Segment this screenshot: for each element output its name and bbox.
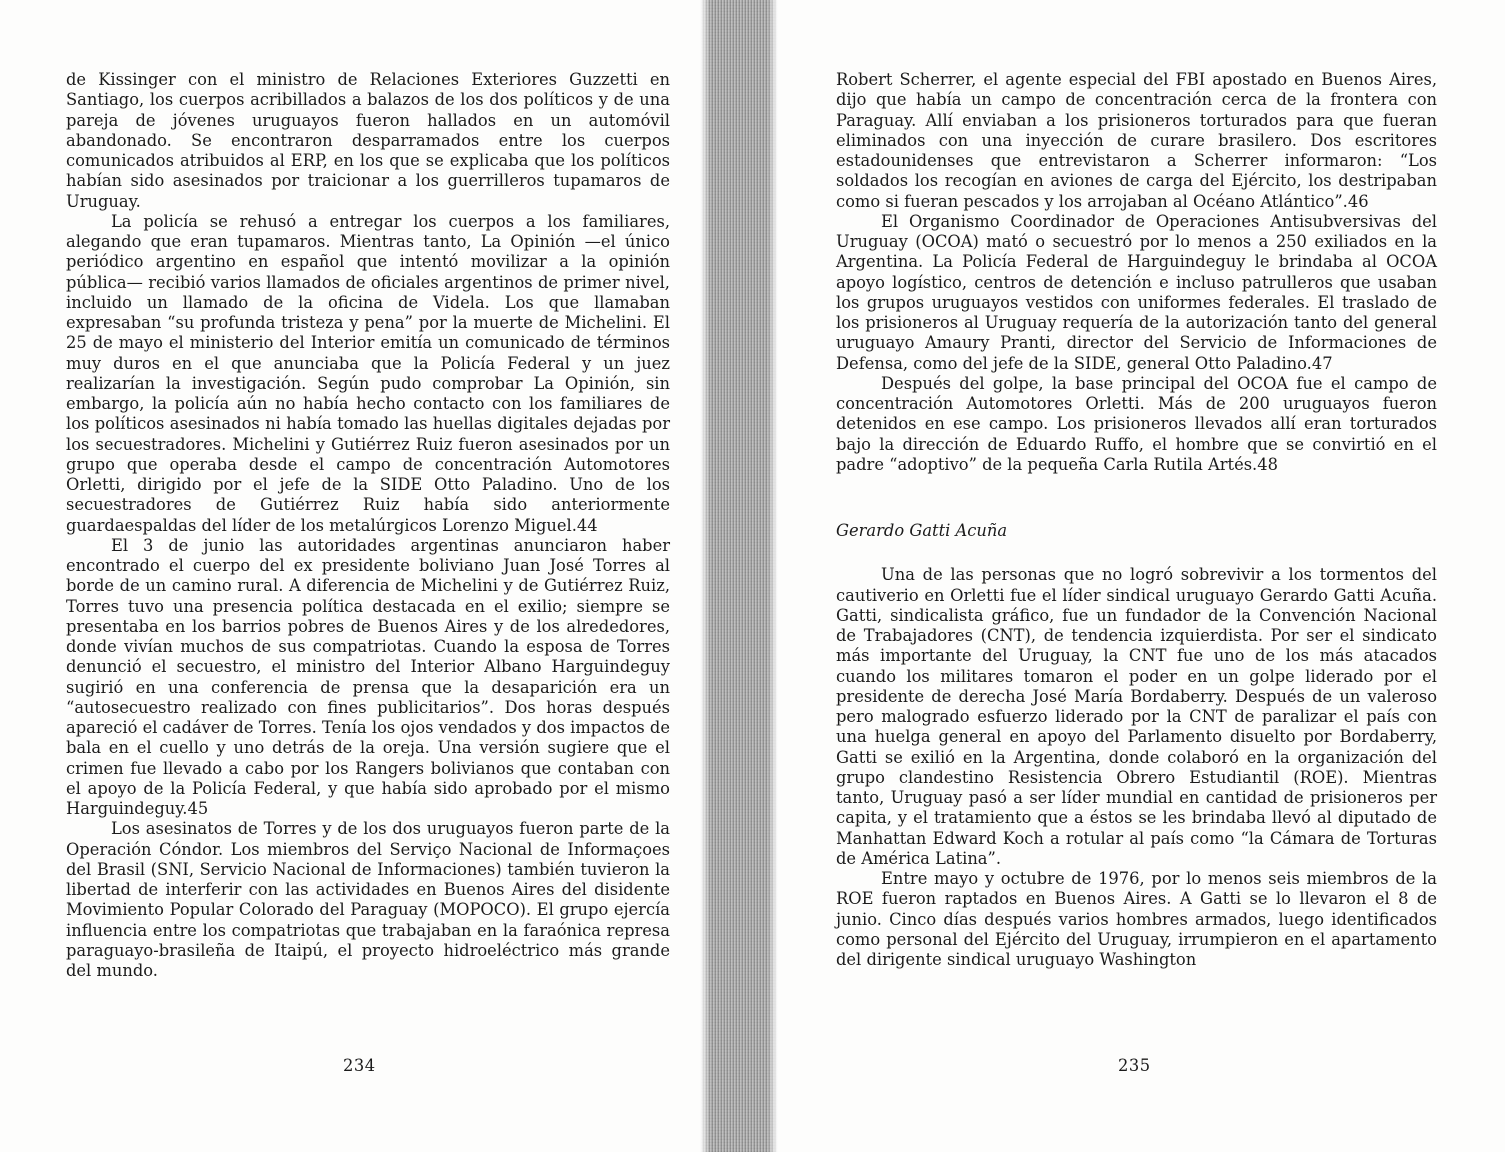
paragraph: El Organismo Coordinador de Operaciones Antisubversivas del Uruguay (OCOA) mató o secuestró por lo menos a 250 exiliados en la Argentina. La Policía Federal de Harguindeguy le brindaba al OCOA apoyo logístico, centros de detención e incluso patrulleros que usaban los grupos uruguayos vestidos con uniformes federales. El traslado de los prisioneros al Uruguay requería de la autorización tanto del general uruguayo Amaury Pranti, director del Servicio de Informaciones de Defensa, como del jefe de la SIDE, general Otto Paladino.47 — [836, 211, 1437, 373]
book-gutter — [700, 0, 778, 1152]
paragraph: La policía se rehusó a entregar los cuerpos a los familiares, alegando que eran tupamaros. Mientras tanto, La Opinión —el único periódico argentino en español que intentó movilizar a la opinión pública— recibió varios llamados de oficiales argentinos de primer nivel, incluido un llamado de la oficina de Videla. Los que llamaban expresaban “su profunda tristeza y pena” por la muerte de Michelini. El 25 de mayo el ministerio del Interior emitía un comunicado de términos muy duros en el que anunciaba que la Policía Federal y un juez realizarían la investigación. Según pudo comprobar La Opinión, sin embargo, la policía aún no había hecho contacto con los familiares de los políticos asesinados ni había tomado las huellas digitales dejadas por los secuestradores. Michelini y Gutiérrez Ruiz fueron asesinados por un grupo que operaba desde el campo de concentración Automotores Orletti, dirigido por el jefe de la SIDE Otto Paladino. Uno de los secuestradores de Gutiérrez Ruiz había sido anteriormente guardaespaldas del líder de los metalúrgicos Lorenzo Miguel.44 — [66, 211, 670, 535]
right-page — [836, 70, 1437, 970]
paragraph: Entre mayo y octubre de 1976, por lo menos seis miembros de la ROE fueron raptados en Buenos Aires. A Gatti se lo llevaron el 8 de junio. Cinco días después varios hombres armados, luego identificados como personal del Ejército del Uruguay, irrumpieron en el apartamento del dirigente sindical uruguayo Washington — [836, 869, 1437, 969]
paragraph: Una de las personas que no logró sobrevivir a los tormentos del cautiverio en Orletti fue el líder sindical uruguayo Gerardo Gatti Acuña. Gatti, sindicalista gráfico, fue un fundador de la Convención Nacional de Trabajadores (CNT), de tendencia izquierdista. Por ser el sindicato más importante del Uruguay, la CNT fue uno de los más atacados cuando los militares tomaron el poder en un golpe liderado por el presidente de derecha José María Bordaberry. Después de un valeroso pero malogrado esfuerzo liderado por la CNT de paralizar el país con una huelga general en apoyo del Parlamento disuelto por Bordaberry, Gatti se exilió en la Argentina, donde colaboró en la organización del grupo clandestino Resistencia Obrero Estudiantil (ROE). Mientras tanto, Uruguay pasó a ser líder mundial en cantidad de prisioneros per capita, y el tratamiento que a éstos se les brindaba llevó al diputado de Manhattan Edward Koch a rotular al país como “la Cámara de Torturas de América Latina”. — [836, 565, 1437, 868]
section-heading: Gerardo Gatti Acuña — [836, 521, 1008, 540]
paragraph: de Kissinger con el ministro de Relaciones Exteriores Guzzetti en Santiago, los cuerpos acribillados a balazos de los dos políticos y de una pareja de jóvenes uruguayos fueron hallados en un automóvil abandonado. Se encontraron desparramados entre los cuerpos comunicados atribuidos al ERP, en los que se explicaba que los políticos habían sido asesinados por traicionar a los guerrilleros tupamaros de Uruguay. — [66, 70, 670, 211]
paragraph: Robert Scherrer, el agente especial del FBI apostado en Buenos Aires, dijo que había un campo de concentración cerca de la frontera con Paraguay. Allí enviaban a los prisioneros torturados para que fueran eliminados con una inyección de curare brasilero. Dos escritores estadounidenses que entrevistaron a Scherrer informaron: “Los soldados los recogían en aviones de carga del Ejército, los destripaban como si fueran pescados y los arrojaban al Océano Atlántico”.46 — [836, 70, 1437, 211]
page-number-right: 235 — [1118, 1056, 1151, 1075]
paragraph: El 3 de junio las autoridades argentinas anunciaron haber encontrado el cuerpo del ex presidente boliviano Juan José Torres al borde de un camino rural. A diferencia de Michelini y de Gutiérrez Ruiz, Torres tuvo una presencia política destacada en el exilio; siempre se presentaba en los barrios pobres de Buenos Aires y de los alrededores, donde vivían muchos de sus compatriotas. Cuando la esposa de Torres denunció el secuestro, el ministro del Interior Albano Harguindeguy sugirió en una conferencia de prensa que la desaparición era un “autosecuestro realizado con fines publicitarios”. Dos horas después apareció el cadáver de Torres. Tenía los ojos vendados y dos impactos de bala en el cuello y uno detrás de la oreja. Una versión sugiere que el crimen fue llevado a cabo por los Rangers bolivianos que contaban con el apoyo de la Policía Federal, y que había sido aprobado por el mismo Harguindeguy.45 — [66, 535, 670, 818]
paragraph: Después del golpe, la base principal del OCOA fue el campo de concentración Automotores Orletti. Más de 200 uruguayos fueron detenidos en ese campo. Los prisioneros llevados allí eran torturados bajo la dirección de Eduardo Ruffo, el hombre que se convirtió en el padre “adoptivo” de la pequeña Carla Rutila Artés.48 — [836, 373, 1437, 474]
paragraph: Los asesinatos de Torres y de los dos uruguayos fueron parte de la Operación Cóndor. Los miembros del Serviço Nacional de Informaçoes del Brasil (SNI, Servicio Nacional de Informaciones) también tuvieron la libertad de interferir con las actividades en Buenos Aires del disidente Movimiento Popular Colorado del Paraguay (MOPOCO). El grupo ejercía influencia entre los compatriotas que trabajaban en la faraónica represa paraguayo-brasileña de Itaipú, el proyecto hidroeléctrico más grande del mundo. — [66, 819, 670, 980]
page-number-left: 234 — [343, 1056, 376, 1075]
left-page — [66, 70, 670, 981]
